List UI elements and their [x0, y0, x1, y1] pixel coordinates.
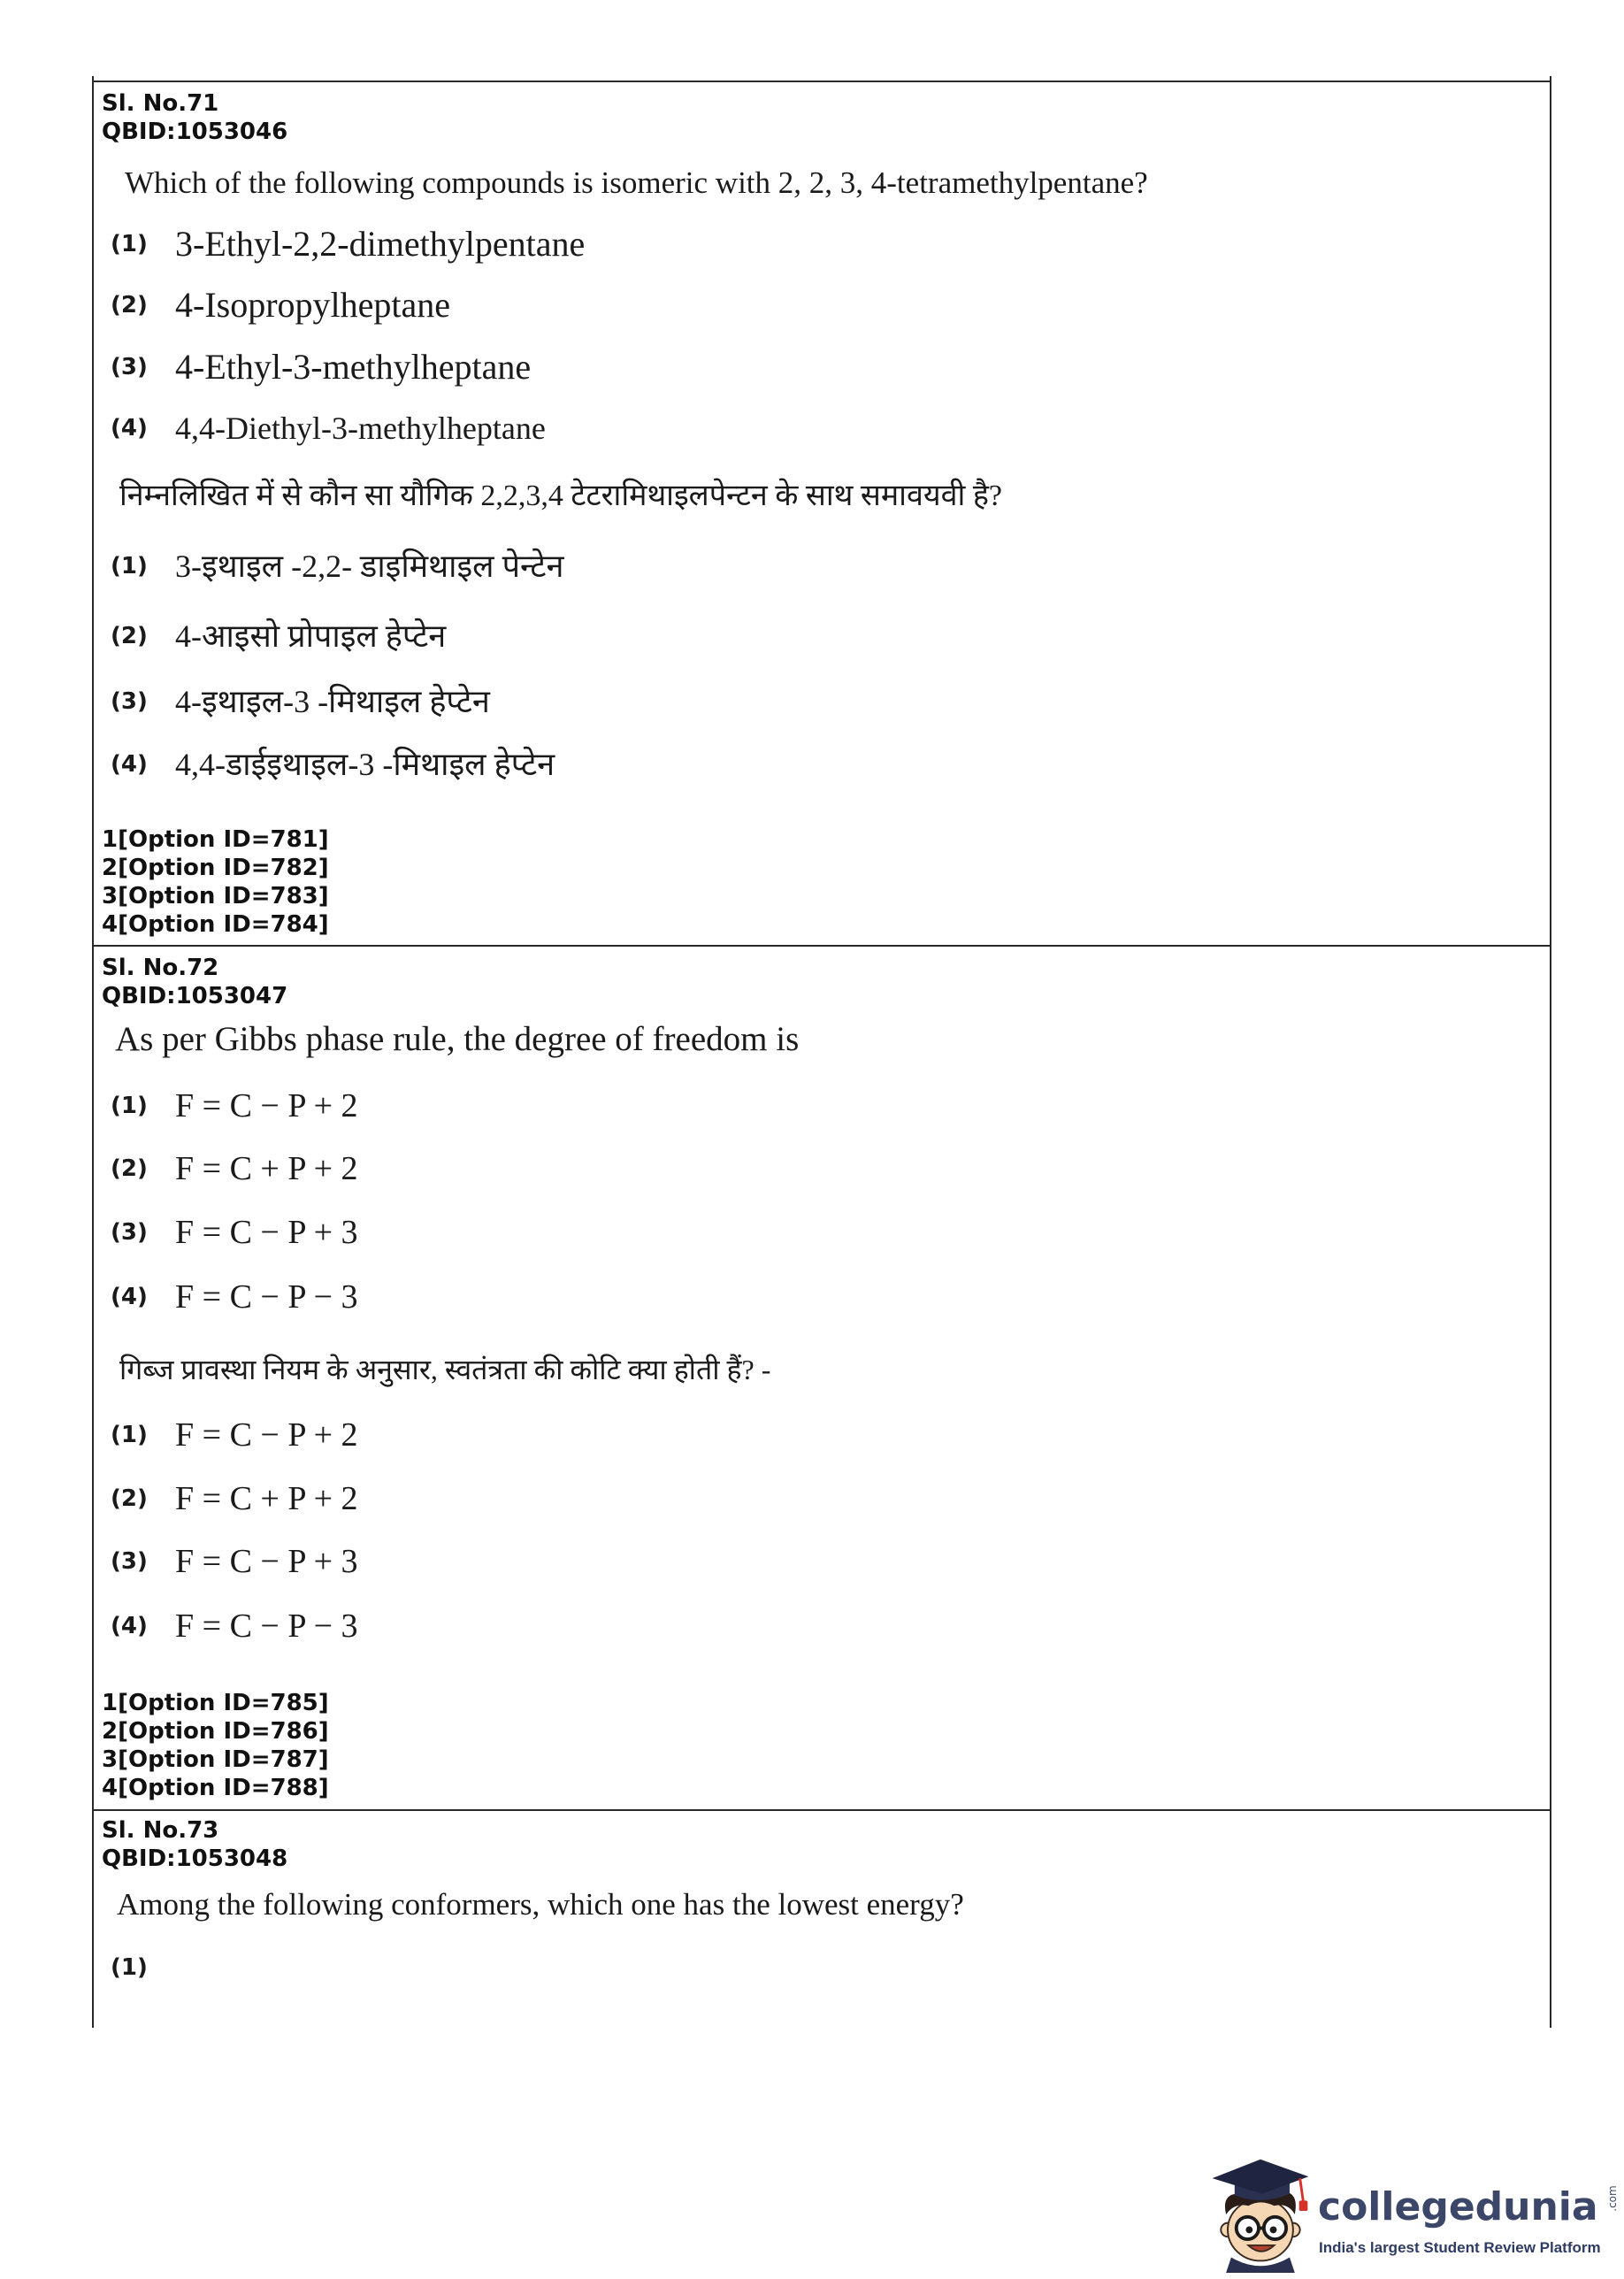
mascot-tassel [1299, 2200, 1308, 2211]
option-number: (2) [111, 623, 148, 649]
qbid: QBID:1053048 [102, 1845, 288, 1872]
option-text: 4-Ethyl-3-methylheptane [175, 347, 532, 387]
option-text: F = C + P + 2 [175, 1150, 358, 1187]
option-row [111, 1945, 1535, 1990]
brand-domain-suffix: .com [1606, 2185, 1619, 2212]
option-number: (3) [111, 1548, 148, 1575]
option-text: F = C + P + 2 [175, 1480, 358, 1517]
option-id: 1[Option ID=781] [102, 826, 329, 853]
option-id-list [102, 1689, 329, 1802]
option-id: 3[Option ID=787] [102, 1746, 329, 1773]
qbid: QBID:1053047 [102, 983, 288, 1009]
option-row [111, 1147, 1535, 1191]
frame-border-left [92, 76, 94, 2028]
option-text: F = C − P + 2 [175, 1416, 358, 1454]
question-text-english: As per Gibbs phase rule, the degree of freedom is [115, 1020, 800, 1058]
option-row [111, 1413, 1535, 1457]
option-id: 4[Option ID=788] [102, 1775, 329, 1801]
question-divider [93, 945, 1551, 947]
option-text: 4-Isopropylheptane [175, 285, 451, 325]
option-row [111, 283, 1535, 327]
option-number: (2) [111, 292, 148, 318]
option-number: (1) [111, 1422, 148, 1448]
option-text: F = C − P − 3 [175, 1608, 358, 1645]
option-text: 3-इथाइल -2,2- डाइमिथाइल पेन्टेन [175, 549, 564, 584]
option-row [111, 742, 1535, 787]
option-row [111, 1210, 1535, 1255]
option-text: 3-Ethyl-2,2-dimethylpentane [175, 224, 586, 264]
question-header [102, 89, 287, 146]
option-text: F = C − P + 2 [175, 1087, 358, 1124]
option-number: (4) [111, 415, 148, 441]
option-text: 4-इथाइल-3 -मिथाइल हेप्टेन [175, 684, 490, 719]
option-text: F = C − P + 3 [175, 1214, 358, 1251]
option-text: F = C − P − 3 [175, 1278, 358, 1316]
option-number: (4) [111, 751, 148, 778]
option-number: (3) [111, 688, 148, 715]
option-row [111, 345, 1535, 389]
question-text-hindi: गिब्ज प्रावस्था नियम के अनुसार, स्वतंत्रता की कोटि क्या होती हैं? - [119, 1354, 771, 1385]
option-text: 4-आइसो प्रोपाइल हेप्टेन [175, 618, 447, 654]
option-id: 4[Option ID=784] [102, 911, 329, 938]
option-row [111, 1539, 1535, 1584]
option-id: 2[Option ID=786] [102, 1718, 329, 1745]
option-row [111, 544, 1535, 588]
brand-name: collegedunia [1318, 2184, 1598, 2229]
option-number: (4) [111, 1284, 148, 1310]
brand-tagline: India's largest Student Review Platform [1319, 2239, 1601, 2256]
option-number: (1) [111, 553, 148, 579]
option-id: 1[Option ID=785] [102, 1690, 329, 1716]
qbid: QBID:1053046 [102, 119, 288, 145]
option-number: (1) [111, 231, 148, 257]
option-number: (4) [111, 1613, 148, 1639]
option-id: 3[Option ID=783] [102, 883, 329, 909]
serial-number: Sl. No.73 [102, 1817, 219, 1844]
mascot-icon [1199, 2152, 1319, 2274]
question-header [102, 1816, 287, 1873]
serial-number: Sl. No.72 [102, 955, 219, 981]
option-row [111, 1084, 1535, 1128]
option-text: 4,4-Diethyl-3-methylheptane [175, 411, 546, 446]
option-number: (2) [111, 1485, 148, 1512]
option-row [111, 679, 1535, 724]
option-number: (3) [111, 1219, 148, 1246]
option-row [111, 614, 1535, 658]
option-id-list [102, 825, 329, 939]
frame-border-top [93, 81, 1551, 82]
option-row [111, 1477, 1535, 1521]
option-number: (1) [111, 1954, 148, 1981]
question-header [102, 954, 287, 1010]
mascot-cap [1213, 2160, 1309, 2194]
question-text-english: Among the following conformers, which one has the lowest energy? [117, 1887, 964, 1922]
option-row [111, 222, 1535, 266]
frame-border-right [1550, 76, 1551, 2028]
option-number: (3) [111, 354, 148, 380]
question-divider [93, 1809, 1551, 1811]
option-row [111, 1275, 1535, 1319]
question-text-english: Which of the following compounds is isomeric with 2, 2, 3, 4-tetramethylpentane? [125, 165, 1148, 200]
option-number: (1) [111, 1093, 148, 1119]
question-text-hindi: निम्नलिखित में से कौन सा यौगिक 2,2,3,4 टेटरामिथाइलपेन्टन के साथ समावयवी है? [119, 480, 1002, 512]
option-text: 4,4-डाईइथाइल-3 -मिथाइल हेप्टेन [175, 747, 555, 782]
option-number: (2) [111, 1155, 148, 1182]
option-text: F = C − P + 3 [175, 1543, 358, 1580]
serial-number: Sl. No.71 [102, 90, 219, 117]
option-row [111, 406, 1535, 450]
option-id: 2[Option ID=782] [102, 855, 329, 881]
option-row [111, 1604, 1535, 1648]
